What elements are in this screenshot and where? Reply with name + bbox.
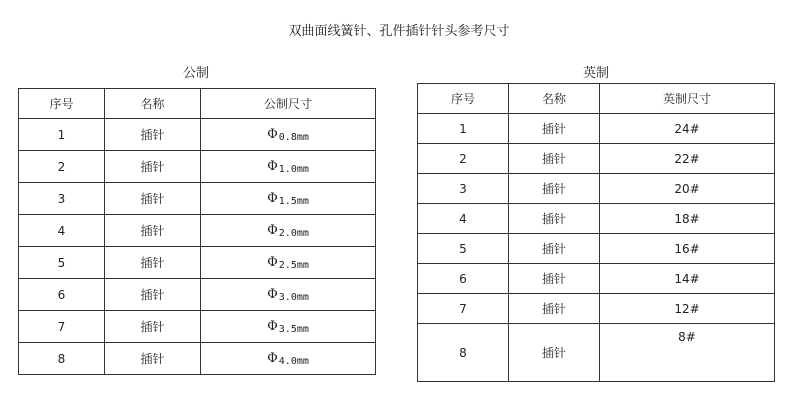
metric-cell-no: 8	[19, 343, 105, 375]
metric-cell-name: 插针	[105, 343, 201, 375]
table-row	[19, 343, 376, 375]
imperial-cell-no: 5	[418, 234, 509, 264]
imperial-cell-size: 16#	[600, 234, 775, 264]
metric-size-value: 0.8mm	[278, 131, 309, 143]
metric-size-value: 2.0mm	[278, 227, 309, 239]
metric-cell-name: 插针	[105, 151, 201, 183]
table-row	[19, 151, 376, 183]
table-row	[418, 324, 775, 382]
metric-header-size: 公制尺寸	[201, 89, 376, 119]
metric-cell-size	[201, 279, 376, 311]
metric-header-no: 序号	[19, 89, 105, 119]
imperial-cell-size: 20#	[600, 174, 775, 204]
imperial-cell-size: 24#	[600, 114, 775, 144]
table-row	[418, 174, 775, 204]
metric-cell-no: 2	[19, 151, 105, 183]
metric-cell-name: 插针	[105, 119, 201, 151]
metric-size-value: 3.0mm	[278, 291, 309, 303]
imperial-caption: 英制	[582, 66, 609, 81]
metric-cell-no: 4	[19, 215, 105, 247]
metric-cell-size	[201, 119, 376, 151]
table-row	[19, 311, 376, 343]
metric-cell-name: 插针	[105, 247, 201, 279]
metric-cell-size	[201, 183, 376, 215]
imperial-cell-name: 插针	[509, 294, 600, 324]
phi-symbol: Φ	[267, 222, 278, 238]
imperial-cell-name: 插针	[509, 234, 600, 264]
imperial-header-name: 名称	[509, 84, 600, 114]
metric-size-value: 3.5mm	[278, 323, 309, 335]
table-row	[418, 204, 775, 234]
metric-cell-no: 6	[19, 279, 105, 311]
phi-symbol: Φ	[267, 318, 278, 334]
imperial-cell-name: 插针	[509, 264, 600, 294]
imperial-cell-no: 2	[418, 144, 509, 174]
phi-symbol: Φ	[267, 286, 278, 302]
metric-cell-size	[201, 343, 376, 375]
metric-cell-name: 插针	[105, 183, 201, 215]
metric-header-name: 名称	[105, 89, 201, 119]
metric-cell-size	[201, 247, 376, 279]
metric-cell-no: 3	[19, 183, 105, 215]
metric-size-value: 2.5mm	[278, 259, 309, 271]
imperial-cell-name: 插针	[509, 114, 600, 144]
table-row	[19, 215, 376, 247]
imperial-cell-no: 6	[418, 264, 509, 294]
metric-cell-name: 插针	[105, 279, 201, 311]
imperial-cell-no: 3	[418, 174, 509, 204]
metric-cell-no: 1	[19, 119, 105, 151]
table-row	[19, 119, 376, 151]
metric-cell-size	[201, 215, 376, 247]
imperial-header-size: 英制尺寸	[600, 84, 775, 114]
phi-symbol: Φ	[267, 254, 278, 270]
metric-cell-size	[201, 151, 376, 183]
metric-header-row	[19, 89, 376, 119]
phi-symbol: Φ	[267, 158, 278, 174]
metric-caption: 公制	[182, 66, 209, 81]
metric-cell-no: 7	[19, 311, 105, 343]
imperial-cell-size: 12#	[600, 294, 775, 324]
table-row	[418, 234, 775, 264]
table-row	[418, 264, 775, 294]
imperial-cell-size: 14#	[600, 264, 775, 294]
imperial-table	[417, 83, 775, 382]
imperial-header-no: 序号	[418, 84, 509, 114]
metric-cell-size	[201, 311, 376, 343]
metric-cell-no: 5	[19, 247, 105, 279]
metric-cell-name: 插针	[105, 215, 201, 247]
table-row	[418, 114, 775, 144]
imperial-cell-name: 插针	[509, 144, 600, 174]
metric-cell-name: 插针	[105, 311, 201, 343]
imperial-cell-no: 1	[418, 114, 509, 144]
imperial-cell-size: 18#	[600, 204, 775, 234]
table-row	[19, 279, 376, 311]
imperial-cell-name: 插针	[509, 204, 600, 234]
imperial-header-row	[418, 84, 775, 114]
imperial-cell-name: 插针	[509, 324, 600, 382]
metric-table	[18, 88, 376, 375]
page-title: 双曲面线簧针、孔件插针针头参考尺寸	[288, 24, 510, 39]
table-row	[19, 247, 376, 279]
table-row	[418, 294, 775, 324]
imperial-cell-size: 8#	[600, 324, 775, 382]
phi-symbol: Φ	[267, 126, 278, 142]
table-row	[19, 183, 376, 215]
metric-size-value: 1.0mm	[278, 163, 309, 175]
imperial-cell-name: 插针	[509, 174, 600, 204]
phi-symbol: Φ	[267, 350, 278, 366]
imperial-cell-size: 22#	[600, 144, 775, 174]
phi-symbol: Φ	[267, 190, 278, 206]
metric-size-value: 1.5mm	[278, 195, 309, 207]
imperial-cell-no: 8	[418, 324, 509, 382]
table-row	[418, 144, 775, 174]
imperial-cell-no: 7	[418, 294, 509, 324]
metric-size-value: 4.0mm	[278, 355, 309, 367]
imperial-cell-no: 4	[418, 204, 509, 234]
